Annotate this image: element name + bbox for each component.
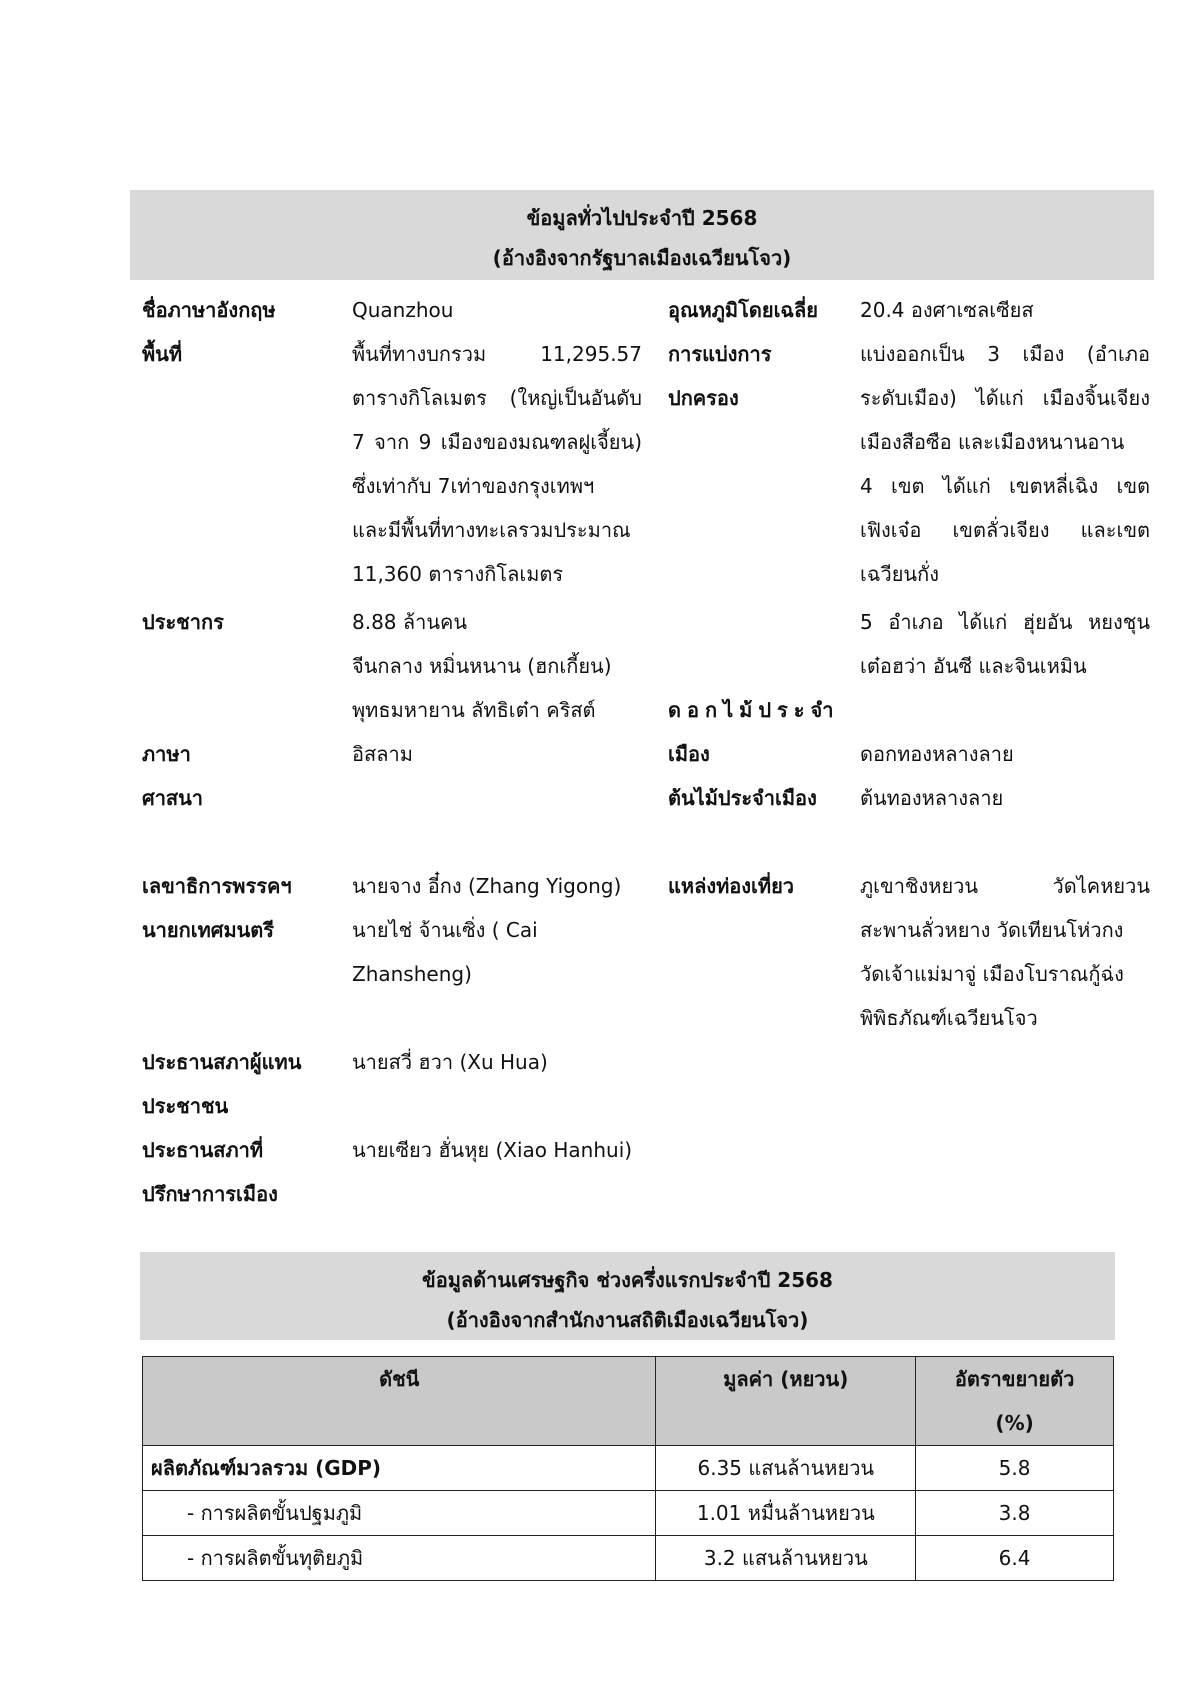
economic-info-title: ข้อมูลด้านเศรษฐกิจ ช่วงครึ่งแรกประจำปี 2568 xyxy=(422,1268,833,1292)
admin-line-1: แบ่งออกเป็น 3 เมือง (อำเภอ xyxy=(860,342,1150,366)
header-value: มูลค่า (หยวน) xyxy=(656,1357,916,1446)
attractions-line-4: พิพิธภัณฑ์เฉวียนโจว xyxy=(860,1006,1038,1030)
area-line-3: 7 จาก 9 เมืองของมณฑลฝูเจี้ยน) xyxy=(352,430,642,454)
attractions-line-2: สะพานลั่วหยาง วัดเทียนโห่วกง xyxy=(860,918,1124,942)
economic-info-subtitle: (อ้างอิงจากสำนักงานสถิติเมืองเฉวียนโจว) xyxy=(446,1308,809,1332)
religion-line-1: พุทธมหายาน ลัทธิเต๋า คริสต์ xyxy=(352,698,596,722)
temperature-value: 20.4 องศาเซลเซียส xyxy=(860,298,1034,322)
table-row xyxy=(143,1491,1114,1536)
congress-label-line-2: ประชาชน xyxy=(142,1094,229,1118)
cppcc-label-line-2: ปรึกษาการเมือง xyxy=(142,1182,278,1206)
header-growth-line-2: (%) xyxy=(995,1411,1034,1435)
cppcc-label-line-1: ประธานสภาที่ xyxy=(142,1138,264,1162)
row-growth: 6.4 xyxy=(916,1536,1114,1581)
area-line-5: และมีพื้นที่ทางทะเลรวมประมาณ xyxy=(352,518,631,542)
row-index: - การผลิตขั้นปฐมภูมิ xyxy=(143,1491,656,1536)
row-value: 6.35 แสนล้านหยวน xyxy=(656,1446,916,1491)
admin-line-8: เต๋อฮว่า อันซี และจินเหมิน xyxy=(860,654,1087,678)
tree-label: ต้นไม้ประจำเมือง xyxy=(668,786,817,810)
mayor-line-2: Zhansheng) xyxy=(352,962,472,986)
attractions-line-3: วัดเจ้าแม่มาจู่ เมืองโบราณกู้ฉ่ง xyxy=(860,962,1124,986)
admin-line-7: 5 อำเภอ ได้แก่ ฮุ่ยอัน หยงชุน xyxy=(860,610,1150,634)
row-value: 3.2 แสนล้านหยวน xyxy=(656,1536,916,1581)
temperature-label: อุณหภูมิโดยเฉลี่ย xyxy=(668,298,818,322)
attractions-label: แหล่งท่องเที่ยว xyxy=(668,874,795,898)
religion-line-2: อิสลาม xyxy=(352,742,413,766)
mayor-line-1: นายไช่ จ้านเซิ่ง ( Cai xyxy=(352,918,538,942)
attractions-line-1: ภูเขาชิงหยวน วัดไคหยวน xyxy=(860,874,1150,898)
flower-label-line-2: เมือง xyxy=(668,742,710,766)
row-growth: 5.8 xyxy=(916,1446,1114,1491)
general-info-header xyxy=(130,190,1154,280)
admin-line-3: เมืองสือซือ และเมืองหนานอาน xyxy=(860,430,1125,454)
table-row xyxy=(143,1446,1114,1491)
general-info-subtitle: (อ้างอิงจากรัฐบาลเมืองเฉวียนโจว) xyxy=(492,246,792,270)
area-line-6: 11,360 ตารางกิโลเมตร xyxy=(352,562,564,586)
cppcc-value: นายเซียว ฮั่นหุย (Xiao Hanhui) xyxy=(352,1138,633,1162)
economic-table xyxy=(142,1356,1114,1581)
general-info-title: ข้อมูลทั่วไปประจำปี 2568 xyxy=(526,206,758,230)
flower-label-line-1: ดอกไม้ประจำ xyxy=(668,698,840,722)
header-growth xyxy=(916,1357,1114,1446)
admin-line-6: เฉวียนกั่ง xyxy=(860,562,939,586)
english-name-value: Quanzhou xyxy=(352,298,454,322)
language-value: จีนกลาง หมิ่นหนาน (ฮกเกี้ยน) xyxy=(352,654,612,678)
flower-value: ดอกทองหลางลาย xyxy=(860,742,1014,766)
table-row xyxy=(143,1536,1114,1581)
header-index: ดัชนี xyxy=(143,1357,656,1446)
admin-line-4: 4 เขต ได้แก่ เขตหลี่เฉิง เขต xyxy=(860,474,1150,498)
english-name-label: ชื่อภาษาอังกฤษ xyxy=(142,298,276,322)
admin-label-line-2: ปกครอง xyxy=(668,386,739,410)
congress-value: นายสวี่ ฮวา (Xu Hua) xyxy=(352,1050,548,1074)
row-growth: 3.8 xyxy=(916,1491,1114,1536)
row-index: ผลิตภัณฑ์มวลรวม (GDP) xyxy=(143,1446,656,1491)
secretary-label: เลขาธิการพรรคฯ xyxy=(142,874,292,898)
table-header-row xyxy=(143,1357,1114,1446)
admin-line-5: เฟิงเจ๋อ เขตลั่วเจียง และเขต xyxy=(860,518,1150,542)
admin-line-2: ระดับเมือง) ได้แก่ เมืองจิ้นเจียง xyxy=(860,386,1150,410)
area-line-1: พื้นที่ทางบกรวม 11,295.57 xyxy=(352,342,642,366)
header-growth-line-1: อัตราขยายตัว xyxy=(954,1367,1075,1391)
area-label: พื้นที่ xyxy=(142,342,183,366)
population-value: 8.88 ล้านคน xyxy=(352,610,468,634)
secretary-value: นายจาง อี๋กง (Zhang Yigong) xyxy=(352,874,622,898)
language-label: ภาษา xyxy=(142,742,191,766)
congress-label-line-1: ประธานสภาผู้แทน xyxy=(142,1050,302,1074)
area-line-2: ตารางกิโลเมตร (ใหญ่เป็นอันดับ xyxy=(352,386,642,410)
religion-label: ศาสนา xyxy=(142,786,204,810)
admin-label-line-1: การแบ่งการ xyxy=(668,342,772,366)
row-value: 1.01 หมื่นล้านหยวน xyxy=(656,1491,916,1536)
economic-info-header xyxy=(140,1252,1115,1340)
area-line-4: ซึ่งเท่ากับ 7เท่าของกรุงเทพฯ xyxy=(352,474,595,498)
population-label: ประชากร xyxy=(142,610,224,634)
tree-value: ต้นทองหลางลาย xyxy=(860,786,1004,810)
mayor-label: นายกเทศมนตรี xyxy=(142,918,275,942)
row-index: - การผลิตขั้นทุติยภูมิ xyxy=(143,1536,656,1581)
